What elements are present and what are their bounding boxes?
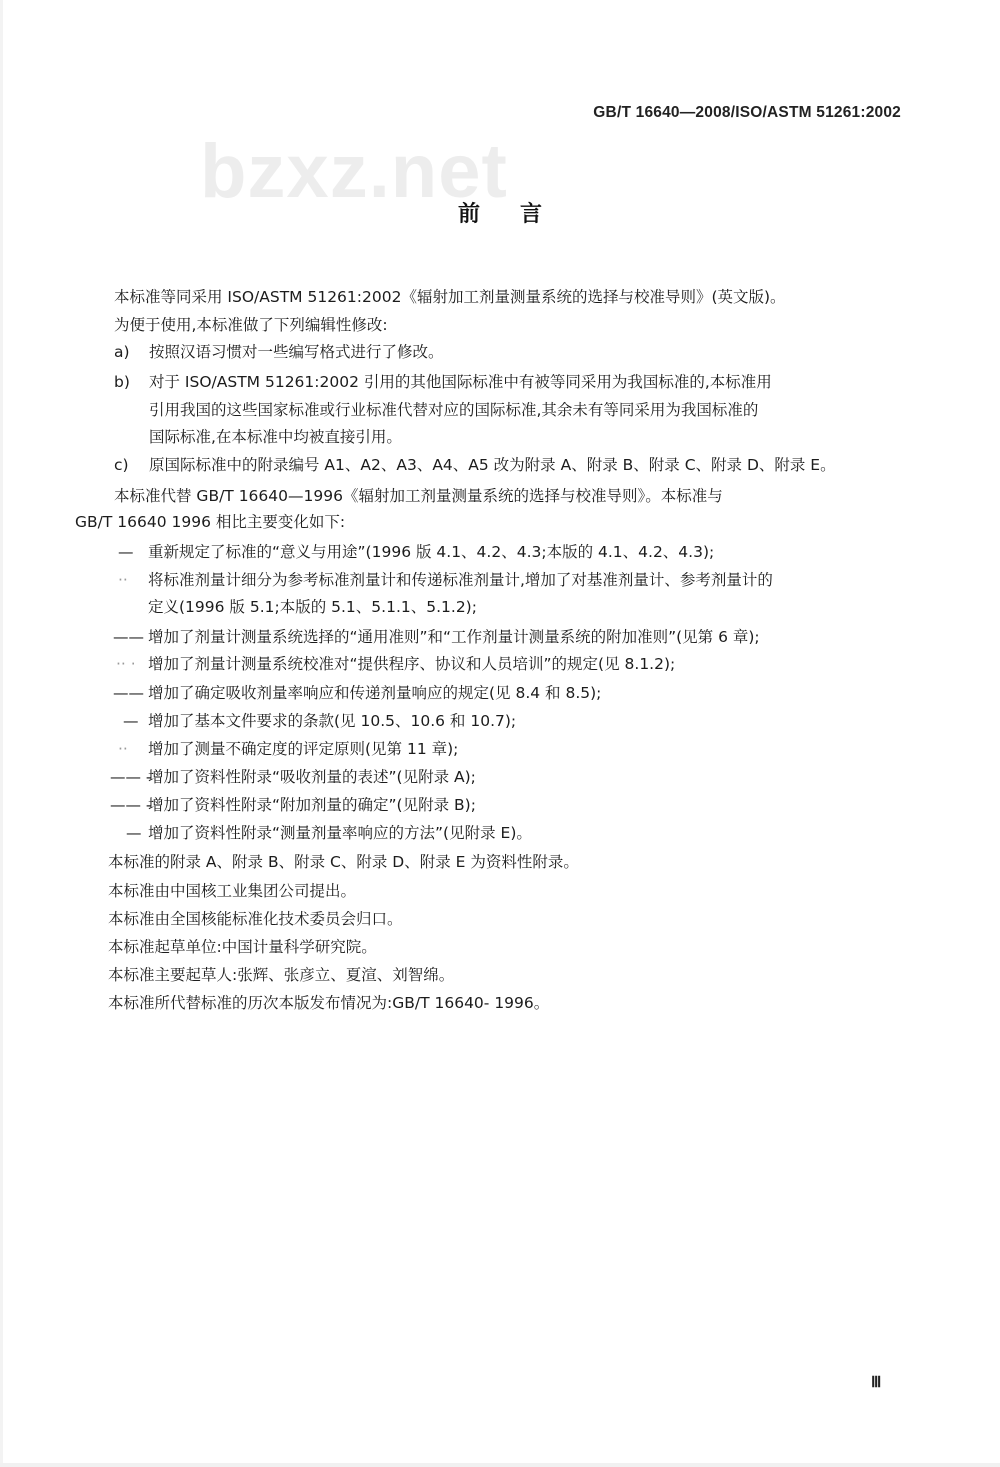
item-c-label: c) [114,456,129,474]
change-item: 增加了剂量计测量系统校准对“提供程序、协议和人员培训”的规定(见 8.1.2); [148,655,676,673]
change-item: 增加了测量不确定度的评定原则(见第 11 章); [148,740,459,758]
change-dash: —— - [110,768,152,786]
item-c-text: 原国际标准中的附录编号 A1、A2、A3、A4、A5 改为附录 A、附录 B、附录 C、附录 D、附录 E。 [149,456,836,474]
change-dash: ·· [118,571,128,589]
change-item: 将标准剂量计细分为参考标准剂量计和传递标准剂量计,增加了对基准剂量计、参考剂量计的 [148,571,773,589]
scan-edge-bottom [0,1463,1000,1467]
change-item: 增加了剂量计测量系统选择的“通用准则”和“工作剂量计测量系统的附加准则”(见第 6 章); [148,628,760,646]
change-dash: —— [113,628,144,646]
item-b-line-3: 国际标准,在本标准中均被直接引用。 [149,428,402,446]
watermark: bzxz.net [200,129,508,214]
change-dash: ·· [118,740,128,758]
technical-committee-statement: 本标准由全国核能标准化技术委员会归口。 [108,910,403,928]
change-item: 增加了资料性附录“吸收剂量的表述”(见附录 A); [148,768,476,786]
proposer-statement: 本标准由中国核工业集团公司提出。 [108,882,357,900]
page-number: Ⅲ [871,1375,882,1391]
change-dash: —— [113,684,144,702]
change-item: 重新规定了标准的“意义与用途”(1996 版 4.1、4.2、4.3;本版的 4.1、4.2、4.3); [148,543,715,561]
item-a-text: 按照汉语习惯对一些编写格式进行了修改。 [149,343,444,361]
drafters-statement: 本标准主要起草人:张辉、张彦立、夏渲、刘智绵。 [108,966,455,984]
change-item-continuation: 定义(1996 版 5.1;本版的 5.1、5.1.1、5.1.2); [148,598,477,616]
item-b-line-2: 引用我国的这些国家标准或行业标准代替对应的国际标准,其余未有等同采用为我国标准的 [149,401,759,419]
adoption-statement: 本标准等同采用 ISO/ASTM 51261:2002《辐射加工剂量测量系统的选择与校准导则》(英文版)。 [114,288,786,306]
change-dash: — [118,543,134,561]
standard-code-header: GB/T 16640—2008/ISO/ASTM 51261:2002 [593,104,901,121]
change-dash: —— - [110,796,152,814]
item-b-label: b) [114,373,130,391]
annex-statement: 本标准的附录 A、附录 B、附录 C、附录 D、附录 E 为资料性附录。 [108,853,579,871]
change-dash: — [126,824,142,842]
drafting-unit-statement: 本标准起草单位:中国计量科学研究院。 [108,938,377,956]
replacement-statement-line-2: GB/T 16640 1996 相比主要变化如下: [75,513,346,531]
change-item: 增加了资料性附录“附加剂量的确定”(见附录 B); [148,796,476,814]
change-dash: ·· · [116,655,136,673]
replacement-statement-line-1: 本标准代替 GB/T 16640—1996《辐射加工剂量测量系统的选择与校准导则》。本标准与 [114,487,723,505]
change-dash: — [123,712,139,730]
change-item: 增加了资料性附录“测量剂量率响应的方法”(见附录 E)。 [148,824,532,842]
editorial-changes-intro: 为便于使用,本标准做了下列编辑性修改: [114,316,388,334]
item-b-line-1: 对于 ISO/ASTM 51261:2002 引用的其他国际标准中有被等同采用为我国标准的,本标准用 [149,373,772,391]
change-item: 增加了基本文件要求的条款(见 10.5、10.6 和 10.7); [148,712,517,730]
item-a-label: a) [114,343,130,361]
history-statement: 本标准所代替标准的历次本版发布情况为:GB/T 16640- 1996。 [108,994,550,1012]
page-title: 前言 [457,202,582,227]
change-item: 增加了确定吸收剂量率响应和传递剂量响应的规定(见 8.4 和 8.5); [148,684,602,702]
